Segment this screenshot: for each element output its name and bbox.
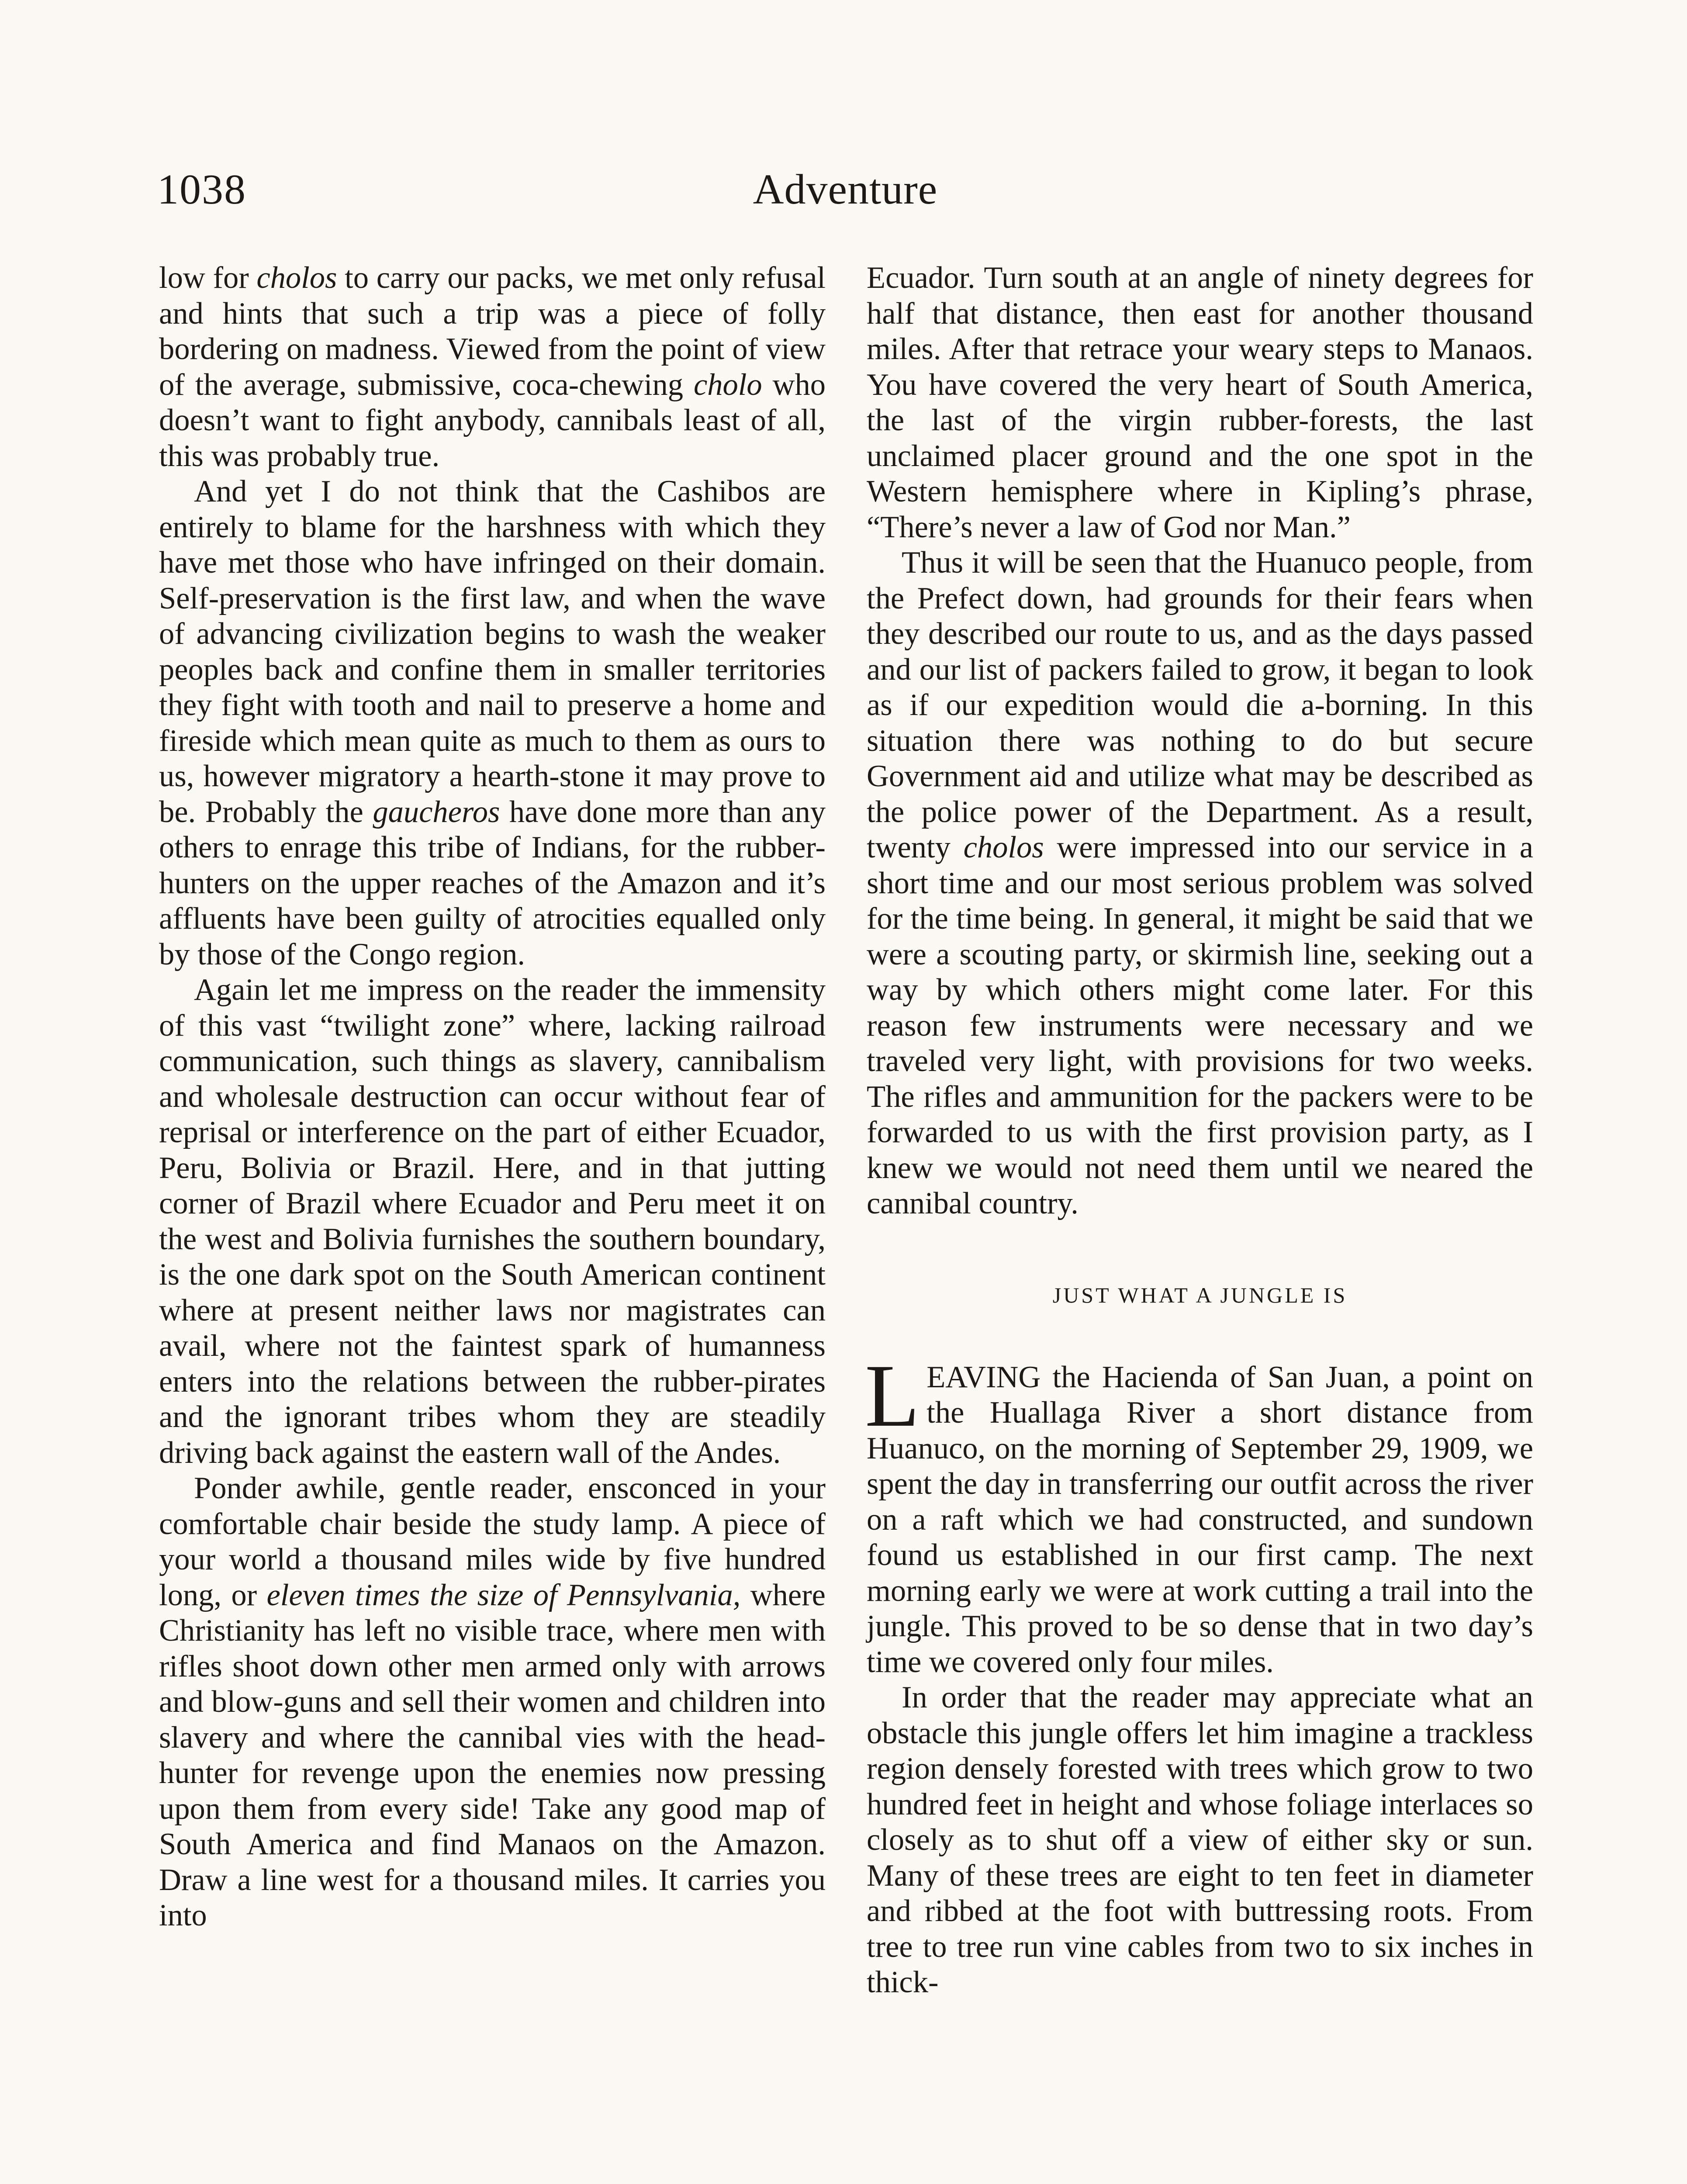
paragraph: LEAVING the Hacienda of San Juan, a point on the Huallaga River a short distance from Huanuco, on the morning of September 29, 1909, we spent the day in transferring our outfit across the river on a raft which we had constructed, and sundown found us established in our first camp. The next morning early we were at work cutting a trail into the jungle. This proved to be so dense that in two day’s time we covered only four miles. (865, 1346, 1533, 1679)
left-column (159, 260, 826, 1934)
paragraph: Again let me impress on the reader the immensity of this vast “twilight zone” where, lacking railroad communication, such things as slavery, cannibalism and wholesale destruction can occur without fear of reprisal or interference on the part of either Ecuador, Peru, Bolivia or Brazil. Here, and in that jutting corner of Brazil where Ecuador and Peru meet it on the west and Bolivia furnishes the southern boundary, is the one dark spot on the South American continent where at present neither laws nor magistrates can avail, where not the faintest spark of humanness enters into the relations between the rubber-pirates and the ignorant tribes whom they are steadily driving back against the eastern wall of the Andes. (159, 973, 826, 1470)
paragraph: Thus it will be seen that the Huanuco people, from the Prefect down, had grounds for their fears when they described our route to us, and as the days passed and our list of packers failed to grow, it began to look as if our expedition would die a-borning. In this situation there was nothing to do but secure Government aid and utilize what may be described as the police power of the Department. As a result, twenty cholos were impressed into our service in a short time and our most serious problem was solved for the time being. In general, it might be said that we were a scouting party, or skirmish line, seeking out a way by which others might come later. For this reason few instruments were necessary and we traveled very light, with provisions for two weeks. The rifles and ammunition for the packers were to be forwarded to us with the first provision party, as I knew we would not need them until we neared the cannibal country. (867, 546, 1533, 1220)
running-header (157, 165, 1533, 226)
right-column (867, 260, 1533, 2001)
paragraph: Ponder awhile, gentle reader, ensconced in your comfortable chair beside the study lamp. A piece of your world a thousand miles wide by five hundred long, or eleven times the size of Pennsylvania, where Christianity has left no visible trace, where men with rifles shoot down other men armed only with arrows and blow-guns and sell their women and children into slavery and where the cannibal vies with the head-hunter for revenge upon the enemies now pressing upon them from every side! Take any good map of South America and find Manaos on the Amazon. Draw a line west for a thousand miles. It carries you into (159, 1471, 826, 1932)
paragraph: In order that the reader may appreciate what an obstacle this jungle offers let him imagine a trackless region densely forested with trees which grow to two hundred feet in height and whose foliage interlaces so closely as to shut off a view of either sky or sun. Many of these trees are eight to ten feet in diameter and ribbed at the foot with buttressing roots. From tree to tree run vine cables from two to six inches in thick- (867, 1680, 1533, 1999)
page-number: 1038 (157, 166, 246, 213)
section-heading: JUST WHAT A JUNGLE IS (1052, 1282, 1348, 1307)
magazine-title: Adventure (753, 166, 938, 213)
paragraph: Ecuador. Turn south at an angle of ninety degrees for half that distance, then east for another thousand miles. After that retrace your weary steps to Manaos. You have covered the very heart of South America, the last of the virgin rubber-forests, the last unclaimed placer ground and the one spot in the Western hemisphere where in Kipling’s phrase, “There’s never a law of God nor Man.” (867, 261, 1533, 544)
paragraph: And yet I do not think that the Cashibos are entirely to blame for the harshness with which they have met those who have infringed on their domain. Self-preservation is the first law, and when the wave of advancing civilization begins to wash the weaker peoples back and confine them in smaller territories they fight with tooth and nail to preserve a home and fireside which mean quite as much to them as ours to us, however migratory a hearth-stone it may prove to be. Probably the gaucheros have done more than any others to enrage this tribe of Indians, for the rubber-hunters on the upper reaches of the Amazon and it’s affluents have been guilty of atrocities equalled only by those of the Congo region. (159, 474, 826, 971)
drop-cap: L (865, 1346, 920, 1445)
paragraph: low for cholos to carry our packs, we met only refusal and hints that such a trip was a piece of folly bordering on madness. Viewed from the point of view of the average, submissive, coca-chewing cholo who doesn’t want to fight anybody, cannibals least of all, this was probably true. (159, 261, 826, 473)
